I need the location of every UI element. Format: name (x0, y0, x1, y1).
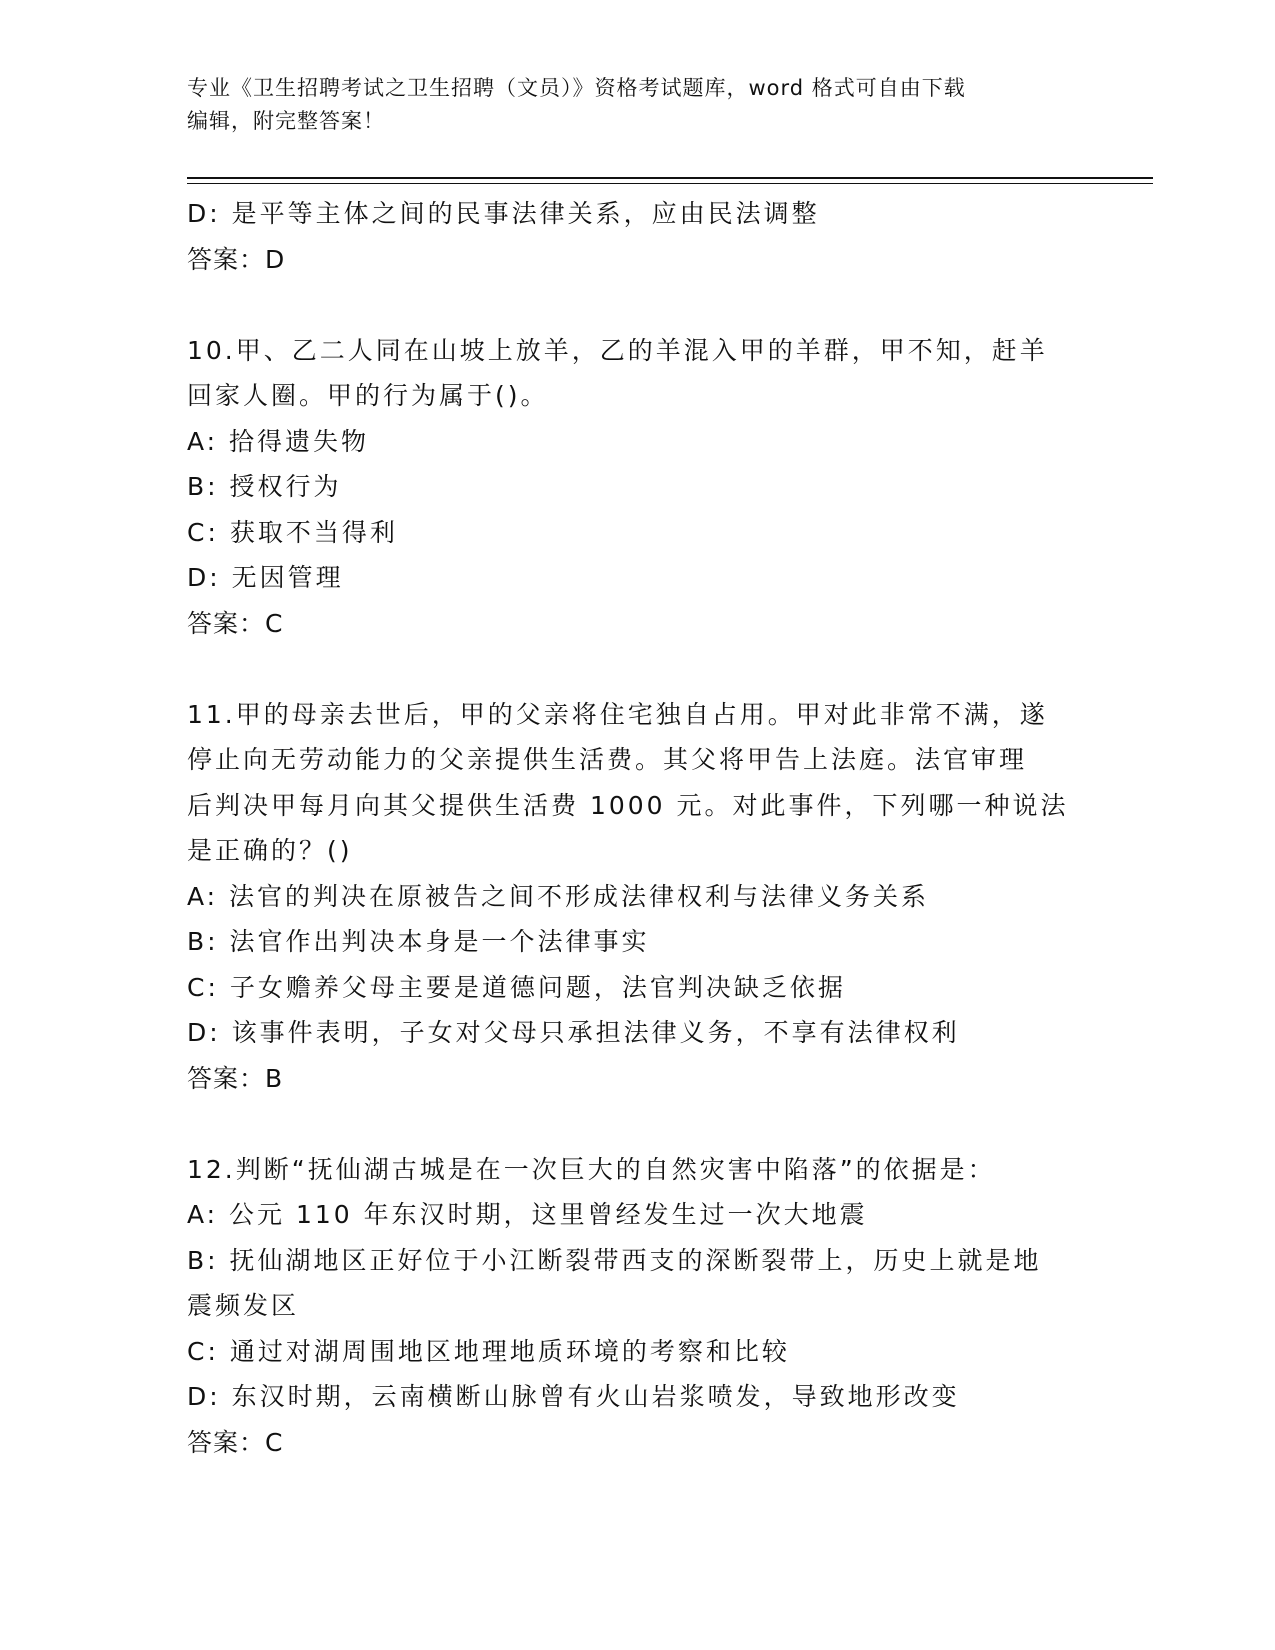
option-c: C: 通过对湖周围地区地理地质环境的考察和比较 (187, 1336, 790, 1366)
option-b: B: 抚仙湖地区正好位于小江断裂带西支的深断裂带上，历史上就是地 (187, 1245, 1042, 1275)
answer-label: 答案：C (187, 1427, 284, 1457)
option-d: D: 东汉时期，云南横断山脉曾有火山岩浆喷发，导致地形改变 (187, 1382, 960, 1411)
header-line-2: 编辑，附完整答案！ (187, 109, 385, 133)
spacer (187, 1101, 1087, 1147)
header-divider-thick (187, 177, 1153, 179)
option-d: D: 是平等主体之间的民事法律关系，应由民法调整 (187, 199, 820, 228)
question-12 (187, 1147, 1087, 1466)
option-b: B: 授权行为 (187, 472, 342, 501)
option-a: A: 拾得遗失物 (187, 426, 370, 456)
header-divider-thin (187, 183, 1153, 184)
question-10 (187, 328, 1087, 647)
answer-label: 答案：B (187, 1063, 284, 1093)
answer-label: 答案：D (187, 244, 286, 274)
option-a: A: 公元 110 年东汉时期，这里曾经发生过一次大地震 (187, 1200, 868, 1229)
question-11 (187, 692, 1087, 1102)
header-line-1: 专业《卫生招聘考试之卫生招聘（文员）》资格考试题库，word 格式可自由下载 (187, 76, 966, 100)
question-stem: 停止向无劳动能力的父亲提供生活费。其父将甲告上法庭。法官审理 (187, 745, 1028, 774)
question-list (187, 191, 1087, 1465)
question-stem: 11.甲的母亲去世后，甲的父亲将住宅独自占用。甲对此非常不满，遂 (187, 699, 1048, 729)
document-header (187, 72, 1067, 138)
option-d: D: 无因管理 (187, 563, 344, 592)
option-c: C: 子女赡养父母主要是道德问题，法官判决缺乏依据 (187, 972, 846, 1002)
question-stem: 10.甲、乙二人同在山坡上放羊，乙的羊混入甲的羊群，甲不知，赶羊 (187, 335, 1048, 365)
spacer (187, 646, 1087, 692)
question-stem: 12.判断“抚仙湖古城是在一次巨大的自然灾害中陷落”的依据是： (187, 1154, 996, 1184)
answer-label: 答案：C (187, 608, 284, 638)
option-c: C: 获取不当得利 (187, 517, 398, 547)
question-stem: 回家人圈。甲的行为属于()。 (187, 381, 549, 410)
option-b: B: 法官作出判决本身是一个法律事实 (187, 927, 650, 956)
question-stem: 是正确的？() (187, 836, 353, 865)
spacer (187, 282, 1087, 328)
option-d: D: 该事件表明，子女对父母只承担法律义务，不享有法律权利 (187, 1018, 960, 1047)
question-stem: 后判决甲每月向其父提供生活费 1000 元。对此事件，下列哪一种说法 (187, 790, 1069, 820)
option-b-continued: 震频发区 (187, 1291, 300, 1320)
option-a: A: 法官的判决在原被告之间不形成法律权利与法律义务关系 (187, 881, 930, 911)
